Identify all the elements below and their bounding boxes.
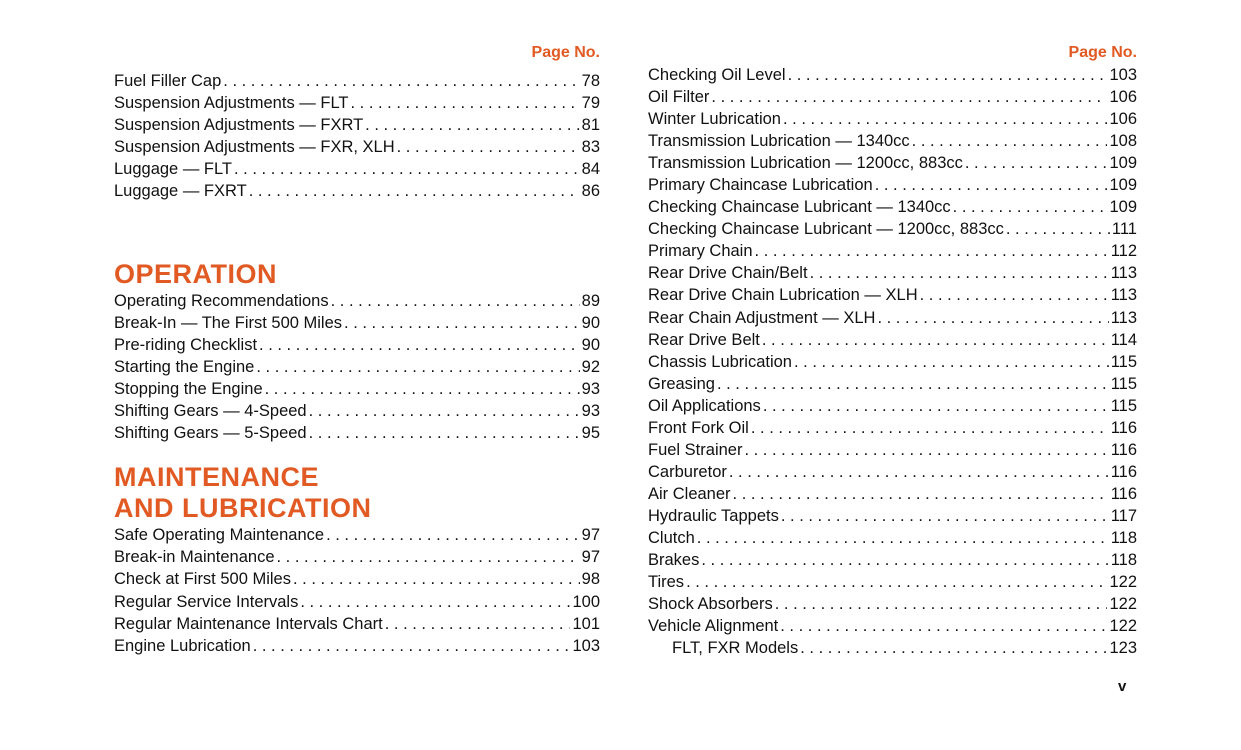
- toc-entry-title: Carburetor: [648, 462, 727, 481]
- toc-entry-title: Oil Filter: [648, 88, 710, 107]
- toc-entry-page: 101: [572, 614, 600, 633]
- toc-entry[interactable]: [114, 114, 600, 136]
- toc-entry[interactable]: [648, 307, 1137, 329]
- toc-entry-page: 114: [1110, 330, 1137, 349]
- toc-entry-page: 109: [1109, 176, 1137, 195]
- toc-entry[interactable]: [114, 546, 600, 568]
- section-heading-operation: OPERATION: [114, 258, 278, 289]
- toc-entry-title: Shifting Gears — 4-Speed: [114, 402, 307, 421]
- toc-entry-title: Luggage — FXRT: [114, 182, 247, 201]
- toc-entry[interactable]: [648, 218, 1137, 240]
- toc-list-operation: [114, 290, 600, 445]
- toc-entry-page: 86: [581, 182, 600, 201]
- toc-entry-page: 118: [1110, 528, 1137, 547]
- toc-list-maintenance: [114, 524, 600, 657]
- toc-entry-page: 108: [1109, 132, 1137, 151]
- toc-entry[interactable]: [114, 180, 600, 202]
- page-no-header-left: Page No.: [531, 44, 600, 61]
- toc-entry[interactable]: [648, 152, 1137, 174]
- toc-entry-page: 122: [1109, 573, 1137, 592]
- toc-entry[interactable]: [114, 334, 600, 356]
- toc-entry-title: Pre-riding Checklist: [114, 335, 258, 354]
- toc-entry-title: Break-in Maintenance: [114, 548, 275, 567]
- toc-entry-title: Rear Chain Adjustment — XLH: [648, 308, 876, 327]
- toc-entry[interactable]: [648, 395, 1137, 417]
- toc-entry[interactable]: [648, 240, 1137, 262]
- toc-entry-title: Rear Drive Chain/Belt: [648, 264, 808, 283]
- toc-entry-page: 122: [1109, 595, 1137, 614]
- toc-entry[interactable]: [114, 613, 600, 635]
- toc-entry[interactable]: [648, 483, 1137, 505]
- toc-entry[interactable]: [648, 571, 1137, 593]
- toc-entry-page: 109: [1109, 154, 1137, 173]
- toc-entry-title: Checking Chaincase Lubricant — 1200cc, 883cc: [648, 220, 1004, 239]
- toc-entry-title: Rear Drive Chain Lubrication — XLH: [648, 286, 918, 305]
- toc-list-left-top: [114, 70, 600, 203]
- toc-entry[interactable]: [648, 64, 1137, 86]
- toc-entry[interactable]: [648, 108, 1137, 130]
- toc-entry-title: Luggage — FLT: [114, 160, 233, 179]
- toc-entry-title: Shock Absorbers: [648, 595, 773, 614]
- toc-entry[interactable]: [114, 290, 600, 312]
- toc-entry[interactable]: [114, 70, 600, 92]
- toc-entry-page: 117: [1110, 506, 1137, 525]
- toc-entry-title: Clutch: [648, 528, 695, 547]
- toc-entry-title: Fuel Filler Cap: [114, 72, 222, 90]
- toc-entry-title: Check at First 500 Miles: [114, 570, 291, 589]
- toc-entry-page: 112: [1110, 242, 1137, 261]
- toc-entry-title: Fuel Strainer: [648, 440, 743, 459]
- toc-entry[interactable]: [114, 524, 600, 546]
- toc-entry[interactable]: [648, 505, 1137, 527]
- toc-entry-title: Regular Maintenance Intervals Chart: [114, 614, 383, 633]
- toc-entry[interactable]: [648, 439, 1137, 461]
- toc-entry-sub[interactable]: [648, 637, 1137, 659]
- toc-entry[interactable]: [648, 86, 1137, 108]
- toc-entry[interactable]: [648, 593, 1137, 615]
- toc-entry[interactable]: [648, 615, 1137, 637]
- toc-entry-title: Transmission Lubrication — 1200cc, 883cc: [648, 154, 963, 173]
- toc-entry-title: Front Fork Oil: [648, 418, 749, 437]
- toc-entry[interactable]: [648, 130, 1137, 152]
- toc-entry-page: 118: [1110, 551, 1137, 570]
- toc-entry-title: Suspension Adjustments — FXR, XLH: [114, 138, 395, 157]
- toc-entry[interactable]: [114, 422, 600, 444]
- toc-entry-page: 116: [1110, 418, 1137, 437]
- toc-entry[interactable]: [648, 549, 1137, 571]
- toc-entry-page: 95: [581, 424, 600, 443]
- toc-entry-page: 97: [581, 548, 600, 567]
- toc-entry-page: 116: [1110, 484, 1137, 503]
- toc-entry-title: Chassis Lubrication: [648, 352, 792, 371]
- toc-entry-page: 84: [581, 160, 600, 179]
- toc-entry-page: 109: [1109, 198, 1137, 217]
- toc-entry-title: Oil Applications: [648, 396, 761, 415]
- toc-entry-page: 90: [581, 335, 600, 354]
- toc-entry[interactable]: [648, 373, 1137, 395]
- toc-entry-title: Primary Chaincase Lubrication: [648, 176, 873, 195]
- toc-entry-page: 92: [581, 357, 600, 376]
- page-no-header-right: Page No.: [1068, 44, 1137, 61]
- toc-entry-title: Suspension Adjustments — FXRT: [114, 116, 364, 135]
- toc-entry[interactable]: [648, 284, 1137, 306]
- toc-entry-page: 100: [572, 592, 600, 611]
- toc-entry-page: 113: [1110, 264, 1137, 283]
- toc-entry[interactable]: [114, 635, 600, 657]
- toc-entry-title: Brakes: [648, 551, 700, 570]
- toc-entry-page: 89: [581, 291, 600, 310]
- toc-entry[interactable]: [114, 378, 600, 400]
- toc-entry-title: Checking Chaincase Lubricant — 1340cc: [648, 198, 951, 217]
- toc-entry-page: 78: [581, 72, 600, 90]
- section-heading-line: MAINTENANCE: [114, 462, 319, 493]
- toc-entry[interactable]: [114, 568, 600, 590]
- toc-entry[interactable]: [648, 417, 1137, 439]
- toc-entry-page: 98: [581, 570, 600, 589]
- toc-entry[interactable]: [114, 591, 600, 613]
- toc-entry[interactable]: [648, 262, 1137, 284]
- toc-entry-title: Engine Lubrication: [114, 636, 251, 655]
- toc-entry-title: Checking Oil Level: [648, 66, 786, 84]
- left-column: [114, 42, 600, 657]
- toc-entry-page: 115: [1110, 396, 1137, 415]
- toc-entry-title: Safe Operating Maintenance: [114, 526, 325, 545]
- toc-entry-page: 122: [1109, 617, 1137, 636]
- toc-entry-title: Primary Chain: [648, 242, 753, 261]
- toc-entry-title: FLT, FXR Models: [672, 639, 799, 658]
- toc-entry[interactable]: [648, 461, 1137, 483]
- toc-entry-page: 106: [1109, 110, 1137, 129]
- toc-entry-page: 116: [1110, 440, 1137, 459]
- toc-entry[interactable]: [114, 158, 600, 180]
- toc-entry-page: 123: [1109, 639, 1137, 658]
- right-column: [648, 42, 1137, 659]
- toc-entry-page: 103: [572, 636, 600, 655]
- toc-entry-title: Shifting Gears — 5-Speed: [114, 424, 307, 443]
- toc-entry-page: 97: [581, 526, 600, 545]
- toc-entry-page: 111: [1111, 220, 1137, 239]
- section-heading-maintenance: [114, 462, 600, 524]
- toc-entry-page: 115: [1110, 352, 1137, 371]
- toc-entry[interactable]: [114, 136, 600, 158]
- toc-entry[interactable]: [648, 527, 1137, 549]
- toc-entry-title: Stopping the Engine: [114, 379, 263, 398]
- toc-entry-title: Regular Service Intervals: [114, 592, 299, 611]
- toc-entry-page: 90: [581, 313, 600, 332]
- toc-entry-title: Break-In — The First 500 Miles: [114, 313, 343, 332]
- toc-entry-page: 113: [1110, 286, 1137, 305]
- toc-entry-title: Rear Drive Belt: [648, 330, 760, 349]
- toc-entry[interactable]: [114, 312, 600, 334]
- toc-entry[interactable]: [114, 92, 600, 114]
- toc-entry-page: 93: [581, 379, 600, 398]
- toc-entry-page: 106: [1109, 88, 1137, 107]
- toc-entry-title: Greasing: [648, 374, 715, 393]
- toc-entry-page: 83: [581, 138, 600, 157]
- toc-entry[interactable]: [114, 356, 600, 378]
- toc-entry-page: 113: [1110, 308, 1137, 327]
- toc-entry-title: Winter Lubrication: [648, 110, 781, 129]
- toc-entry-title: Hydraulic Tappets: [648, 506, 779, 525]
- toc-entry[interactable]: [648, 351, 1137, 373]
- toc-list-right: [648, 64, 1137, 659]
- toc-entry[interactable]: [648, 174, 1137, 196]
- toc-entry-page: 81: [581, 116, 600, 135]
- section-heading-line: AND LUBRICATION: [114, 493, 372, 524]
- toc-entry-title: Vehicle Alignment: [648, 617, 779, 636]
- toc-entry-page: 115: [1110, 374, 1137, 393]
- toc-entry-title: Operating Recommendations: [114, 291, 329, 310]
- toc-entry-page: 103: [1109, 66, 1137, 84]
- toc-entry-title: Suspension Adjustments — FLT: [114, 94, 349, 113]
- toc-entry-title: Starting the Engine: [114, 357, 255, 376]
- toc-entry-page: 79: [581, 94, 600, 113]
- toc-entry-title: Air Cleaner: [648, 484, 731, 503]
- toc-entry[interactable]: [648, 196, 1137, 218]
- toc-entry-title: Tires: [648, 573, 685, 592]
- toc-entry[interactable]: [648, 329, 1137, 351]
- toc-entry-page: 93: [581, 402, 600, 421]
- toc-entry[interactable]: [114, 400, 600, 422]
- toc-entry-page: 116: [1110, 462, 1137, 481]
- toc-entry-title: Transmission Lubrication — 1340cc: [648, 132, 910, 151]
- page-folio: v: [1118, 678, 1127, 695]
